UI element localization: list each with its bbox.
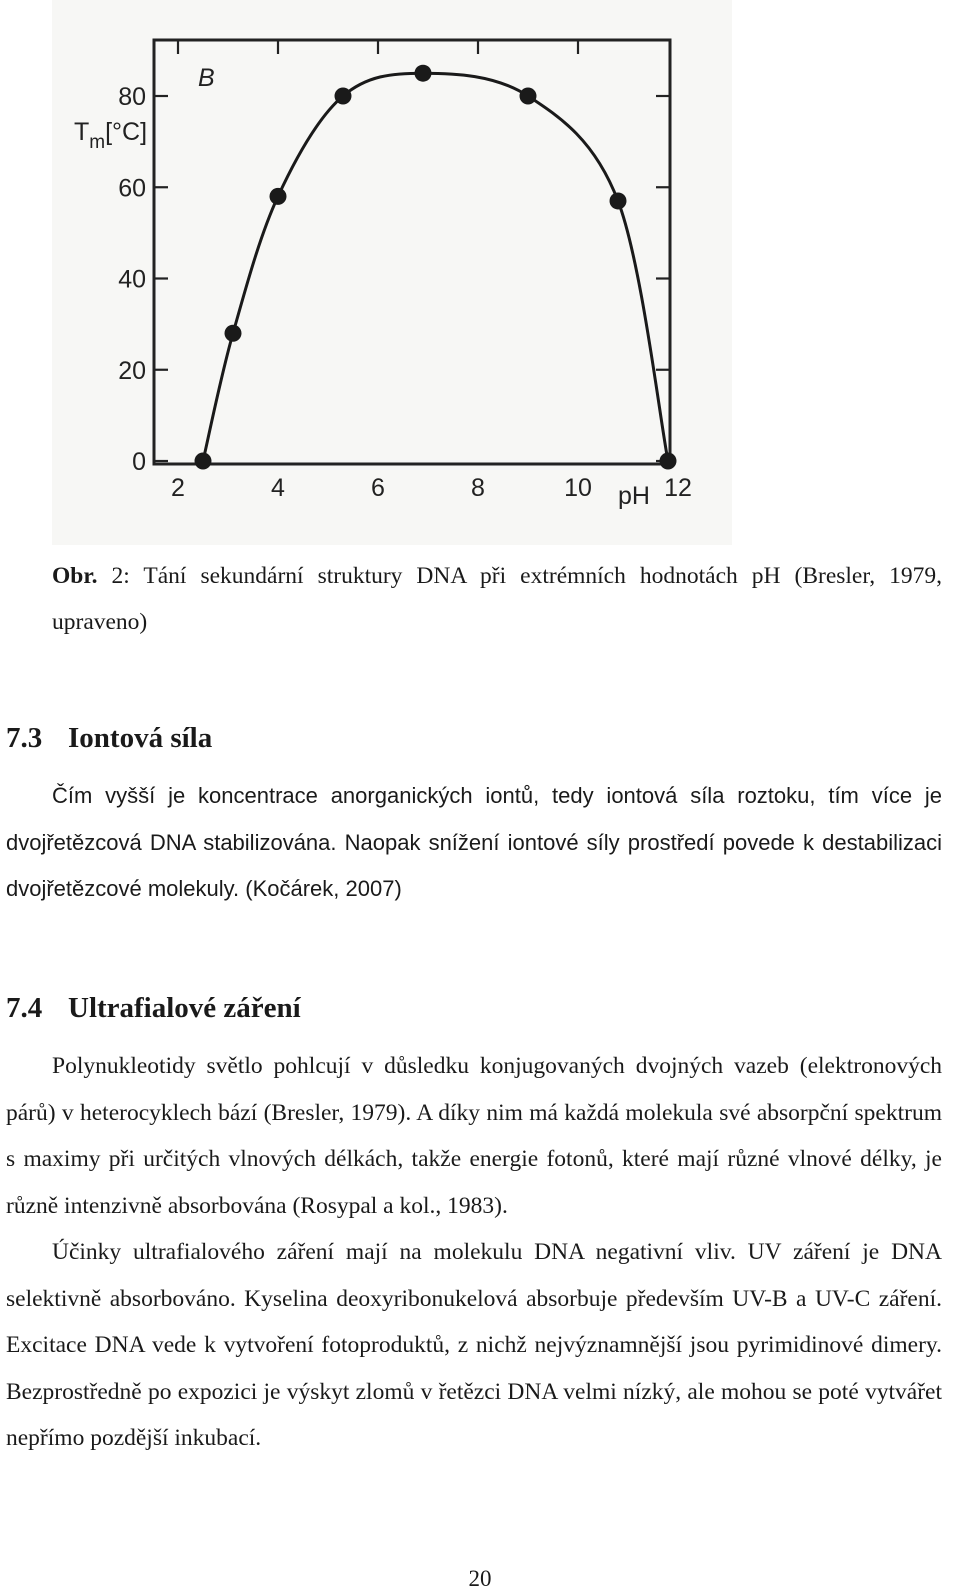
caption-number: 2 [111,563,124,589]
paragraph: Čím vyšší je koncentrace anorganických iontů, tedy iontová síla roztoku, tím více je dvojřetězcová DNA stabilizována. Naopak snížení iontové síly prostředí povede k destabilizaci dvojřetězcové molekuly. (Kočárek, 2007) [6,783,942,901]
y-tick-label: 0 [132,448,146,476]
y-tick-label: 60 [118,174,146,203]
y-axis-label: $T_m[^\circ C]$ [74,118,148,153]
caption-text: : Tání sekundární struktury DNA při extrémních hodnotách pH (Bresler, 1979, upraveno) [52,563,943,635]
panel-label: B [198,64,215,92]
figure-caption [52,553,942,645]
data-point [610,192,627,209]
x-tick-label: 6 [371,474,385,502]
x-axis-label: pH [618,482,650,510]
y-tick-label: 40 [118,265,146,294]
section-title: Ultrafialové záření [68,992,301,1024]
page-number: 20 [468,1566,492,1591]
x-tick-label: 12 [664,474,692,502]
section-number: 7.4 [6,992,43,1024]
figure-tm-vs-ph [52,0,732,545]
x-tick-label: 2 [171,474,185,502]
data-point [270,188,287,205]
section-number: 7.3 [6,722,43,754]
data-point [225,325,242,342]
paragraph: Účinky ultrafialového záření mají na molekulu DNA negativní vliv. UV záření je DNA selektivně absorbováno. Kyselina deoxyribonukelová absorbuje především UV-B a UV-C záření. Excitace DNA vede k vytvoření fotoproduktů, z nichž nejvýznamnější jsou pyrimidinové dimery. Bezprostředně po expozici je výskyt zlomů v řetězci DNA velmi nízký, ale mohou se poté vytvářet nepřímo pozdější inkubací. [6,1239,942,1451]
data-point [660,453,677,470]
melting-curve-line [203,73,668,461]
section-heading-7-3 [6,722,212,755]
section-7-3-body [6,773,942,913]
section-heading-7-4 [6,992,301,1025]
y-tick-label: 80 [118,83,146,111]
caption-label: Obr. [52,563,98,589]
data-point [335,88,352,105]
data-point [520,88,537,105]
section-7-4-body [6,1043,942,1462]
data-point [195,453,212,470]
x-tick-label: 4 [271,474,285,502]
melting-curve-chart [52,0,732,545]
paragraph: Polynukleotidy světlo pohlcují v důsledku konjugovaných dvojných vazeb (elektronových párů) v heterocyklech bází (Bresler, 1979). A díky nim má každá molekula své absorpční spektrum s maximy při určitých vlnových délkách, takže energie fotonů, které mají různé vlnové délky, je různě intenzivně absorbována (Rosypal a kol., 1983). [6,1053,942,1219]
plot-frame [154,40,670,464]
x-tick-label: 8 [471,474,485,502]
x-tick-label: 10 [564,474,592,502]
data-point [415,65,432,82]
y-tick-label: 20 [118,356,146,385]
section-title: Iontová síla [68,722,213,754]
